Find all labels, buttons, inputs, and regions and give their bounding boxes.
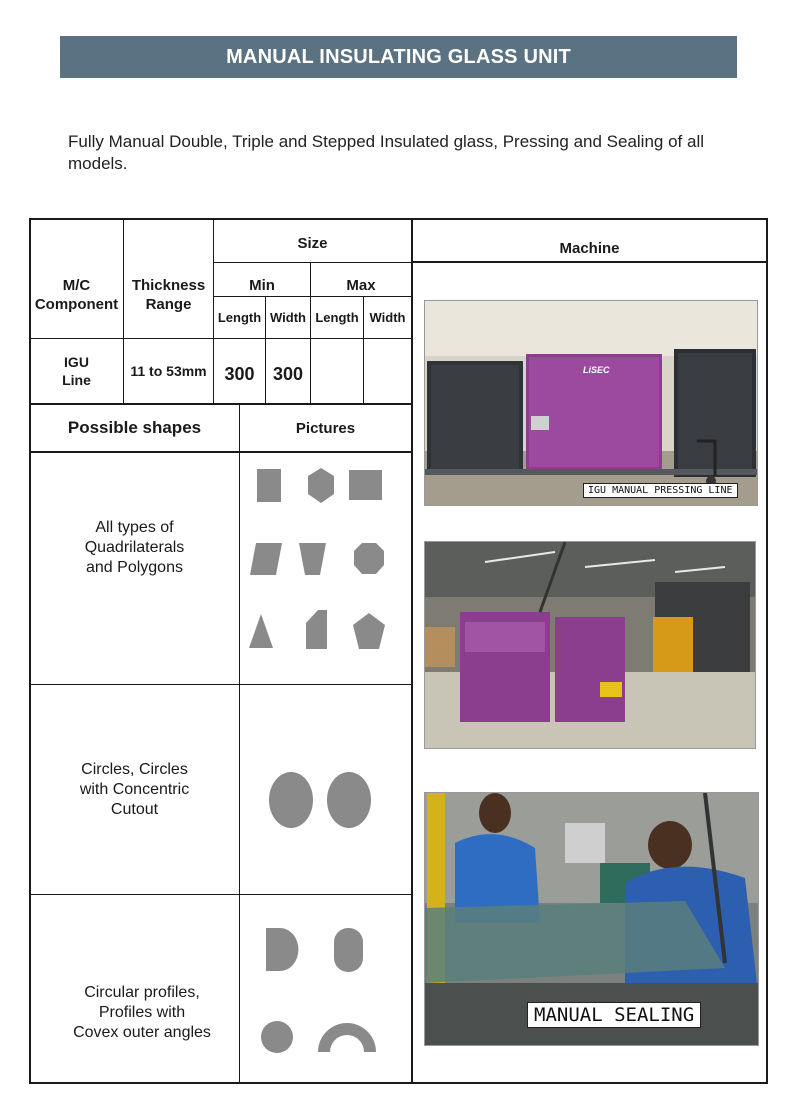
page-title-banner bbox=[60, 36, 737, 78]
photo-pressing-line bbox=[424, 300, 758, 506]
cell-min-length: 300 bbox=[224, 363, 255, 384]
shape-hexagon bbox=[308, 468, 334, 503]
shape-octagon bbox=[354, 543, 384, 574]
shape-row-label-polygons: All types of Quadrilaterals and Polygons bbox=[84, 519, 185, 576]
header-mc-component: M/C Component bbox=[34, 277, 119, 313]
cell-component: IGU Line bbox=[62, 354, 91, 388]
header-size: Size bbox=[297, 234, 328, 252]
shape-rectangle-tall bbox=[257, 469, 281, 502]
shape-circle-1 bbox=[269, 772, 313, 828]
header-max-width: Width bbox=[369, 310, 406, 325]
cell-min-width: 300 bbox=[272, 363, 304, 384]
shape-arch bbox=[318, 1023, 376, 1052]
shape-row-label-circles: Circles, Circles with Concentric Cutout bbox=[79, 760, 190, 818]
header-machine: Machine bbox=[559, 239, 620, 257]
cell-max-length bbox=[311, 339, 363, 403]
shape-trapezoid bbox=[299, 543, 326, 575]
shape-parallelogram bbox=[250, 543, 282, 575]
cell-thickness: 11 to 53mm bbox=[130, 363, 207, 379]
shape-d-profile bbox=[266, 928, 298, 971]
page-title: MANUAL INSULATING GLASS UNIT bbox=[226, 45, 571, 68]
photo-caption-pressing: IGU MANUAL PRESSING LINE bbox=[583, 483, 738, 498]
shape-pictures bbox=[240, 453, 411, 1084]
header-possible-shapes: Possible shapes bbox=[67, 418, 202, 437]
shape-pentagon bbox=[353, 613, 385, 649]
photo-factory-floor bbox=[424, 541, 756, 749]
shape-stadium bbox=[334, 928, 363, 972]
shape-small-circle bbox=[261, 1021, 293, 1053]
shape-row-label-profiles: Circular profiles, Profiles with Covex outer angles bbox=[73, 983, 211, 1041]
intro-paragraph: Fully Manual Double, Triple and Stepped Insulated glass, Pressing and Sealing of all models. bbox=[68, 132, 704, 173]
header-thickness-range: Thickness Range bbox=[131, 277, 206, 313]
header-min-width: Width bbox=[270, 310, 306, 325]
shape-triangle bbox=[249, 614, 273, 648]
photo-manual-sealing bbox=[424, 792, 759, 1046]
shape-circle-2 bbox=[327, 772, 371, 828]
shape-rectangle-wide bbox=[349, 470, 382, 500]
header-pictures: Pictures bbox=[295, 419, 356, 437]
header-max: Max bbox=[346, 277, 376, 294]
header-min: Min bbox=[249, 277, 275, 294]
photo-caption-sealing: MANUAL SEALING bbox=[527, 1002, 701, 1028]
header-max-length: Length bbox=[315, 310, 359, 325]
photo-brand-1: LiSEC bbox=[583, 365, 610, 375]
shape-cut-rectangle bbox=[306, 610, 327, 649]
cell-max-width bbox=[364, 339, 411, 403]
header-min-length: Length bbox=[217, 310, 262, 325]
